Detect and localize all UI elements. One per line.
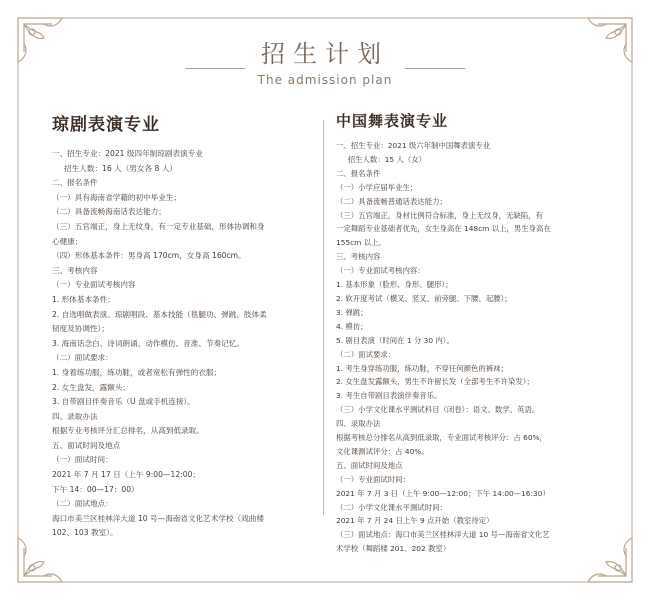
text-line: 三、考核内容 bbox=[52, 265, 98, 275]
text-line: 2. 女生盘发露额头，男生不许留长发（全部考生不许染发）； bbox=[336, 377, 534, 387]
text-line: 1. 形体基本条件； bbox=[52, 294, 115, 304]
text-line: （一）面试时间： bbox=[52, 455, 113, 465]
text-line: 2. 软开度考试（横叉、竖叉、前旁腿、下腰、起腰）； bbox=[336, 293, 512, 303]
text-line: 五、面试时间及地点 bbox=[336, 460, 403, 470]
section-title: 中国舞表演专业 bbox=[336, 112, 449, 130]
text-line: （二）小学文化课水平测试时间： bbox=[336, 502, 447, 512]
text-line: 1. 身着练功服，练功鞋，或者宽松有弹性的衣服； bbox=[52, 367, 222, 377]
text-line: 海口市美兰区桂林洋大道 10 号—海南省文化艺术学校（戏曲楼 bbox=[52, 513, 264, 523]
column-divider bbox=[323, 120, 324, 515]
text-line: （三）小学文化课水平测试科目（闭卷）：语文、数学、英语。 bbox=[336, 405, 540, 415]
text-line: 四、录取办法 bbox=[52, 411, 98, 421]
text-line: 三、考核内容 bbox=[336, 252, 381, 262]
text-line: （二）面试要求： bbox=[336, 349, 396, 359]
text-line: 3. 自带剧目伴奏音乐（U 盘或手机连接）。 bbox=[52, 397, 195, 407]
text-line: 一、招生专业：2021 级四年制琼剧表演专业 bbox=[52, 149, 203, 158]
text-line: 心健康； bbox=[52, 236, 83, 246]
section-title: 琼剧表演专业 bbox=[52, 115, 160, 135]
text-line: （二）具备流畅普通话表达能力； bbox=[336, 196, 447, 206]
text-line: 2021 年 7 月 24 日上午 9 点开始（教室待定） bbox=[336, 516, 494, 526]
text-line: （三）五官端正，身材比例符合标准，身上无纹身，无缺陷，有 bbox=[336, 210, 543, 220]
text-line: 3. 考生自带剧目表演伴奏音乐。 bbox=[336, 391, 442, 401]
text-line: 招生人数：16 人（男女各 8 人） bbox=[52, 163, 177, 173]
text-line: 五、面试时间及地点 bbox=[52, 440, 121, 450]
text-line: 102、103 教室）。 bbox=[52, 528, 118, 538]
text-line: （二）面试地点： bbox=[52, 499, 113, 509]
text-line: 3. 弹跳； bbox=[336, 307, 368, 317]
text-line: 3. 海南话念白、诗词朗诵、动作模仿、音准、节奏记忆。 bbox=[52, 338, 244, 348]
section-body bbox=[52, 147, 314, 541]
text-line: （三）五官端正，身上无纹身，有一定专业基础，形体协调和身 bbox=[52, 221, 265, 231]
text-line: 2021 年 7 月 3 日（上午 9:00—12:00；下午 14:00—16:30） bbox=[336, 488, 550, 498]
corner-ornament-bottom-left bbox=[18, 538, 62, 582]
text-line: 1. 基本形象（脸形、身形、腿形）； bbox=[336, 280, 453, 290]
text-line: 根据考核总分排名从高到低录取，专业面试考核评分：占 60%， bbox=[336, 433, 547, 443]
text-line: 二、报名条件 bbox=[336, 168, 381, 178]
text-line: 文化课测试评分：占 40%。 bbox=[336, 446, 429, 456]
text-line: 155cm 以上。 bbox=[336, 238, 386, 248]
text-line: 招生人数：15 人（女） bbox=[336, 154, 427, 164]
text-line: 一、招生专业：2021 级六年制中国舞表演专业 bbox=[336, 141, 491, 150]
text-line: 二、报名条件 bbox=[52, 178, 98, 188]
text-line: 2. 自选唱做表演、琼剧唱段、基本技能（毯腿功、弹跳、肢体柔 bbox=[52, 309, 267, 319]
text-line: （一）小学应届毕业生； bbox=[336, 182, 418, 192]
text-line: （四）形体基本条件：男身高 170cm，女身高 160cm。 bbox=[52, 251, 246, 261]
page-header bbox=[0, 34, 650, 87]
text-line: 一定舞蹈专业基础者优先，女生身高在 148cm 以上，男生身高在 bbox=[336, 224, 551, 234]
section-body bbox=[336, 139, 604, 556]
page-title: 招生计划 bbox=[261, 40, 389, 68]
text-line: 2. 女生盘发，露额头； bbox=[52, 382, 131, 392]
text-line: （一）专业面试考核内容： bbox=[336, 266, 425, 276]
text-line: 韧度及协调性）； bbox=[52, 324, 109, 334]
text-line: （一）专业面试考核内容 bbox=[52, 280, 136, 290]
text-line: 1. 考生身穿练功服，练功鞋，不穿任何颜色的裤袜； bbox=[336, 363, 508, 373]
text-line: 根据专业考核评分汇总排名，从高到低录取。 bbox=[52, 426, 204, 436]
text-line: 2021 年 7 月 17 日（上午 9:00—12:00； bbox=[52, 470, 200, 480]
text-line: 下午 14：00—17：00） bbox=[52, 484, 139, 494]
text-line: 术学校（舞蹈楼 201、202 教室） bbox=[336, 544, 451, 554]
section-qiong-opera bbox=[52, 110, 314, 541]
title-rule-left bbox=[185, 68, 245, 69]
title-rule-right bbox=[405, 68, 465, 69]
text-line: （二）具备流畅海南话表达能力； bbox=[52, 207, 166, 217]
text-line: （一）专业面试时间： bbox=[336, 474, 410, 484]
section-chinese-dance bbox=[336, 110, 604, 556]
text-line: 4. 模仿； bbox=[336, 321, 368, 331]
text-line: 四、录取办法 bbox=[336, 419, 381, 429]
text-line: （一）具有海南省学籍的初中毕业生； bbox=[52, 192, 182, 202]
text-line: （三）面试地点：海口市美兰区桂林洋大道 10 号—海南省文化艺 bbox=[336, 530, 550, 540]
page-subtitle: The admission plan bbox=[257, 73, 393, 87]
text-line: 5. 剧目表演（时间在 1 分 30 内）。 bbox=[336, 335, 454, 345]
text-line: （二）面试要求： bbox=[52, 353, 113, 363]
